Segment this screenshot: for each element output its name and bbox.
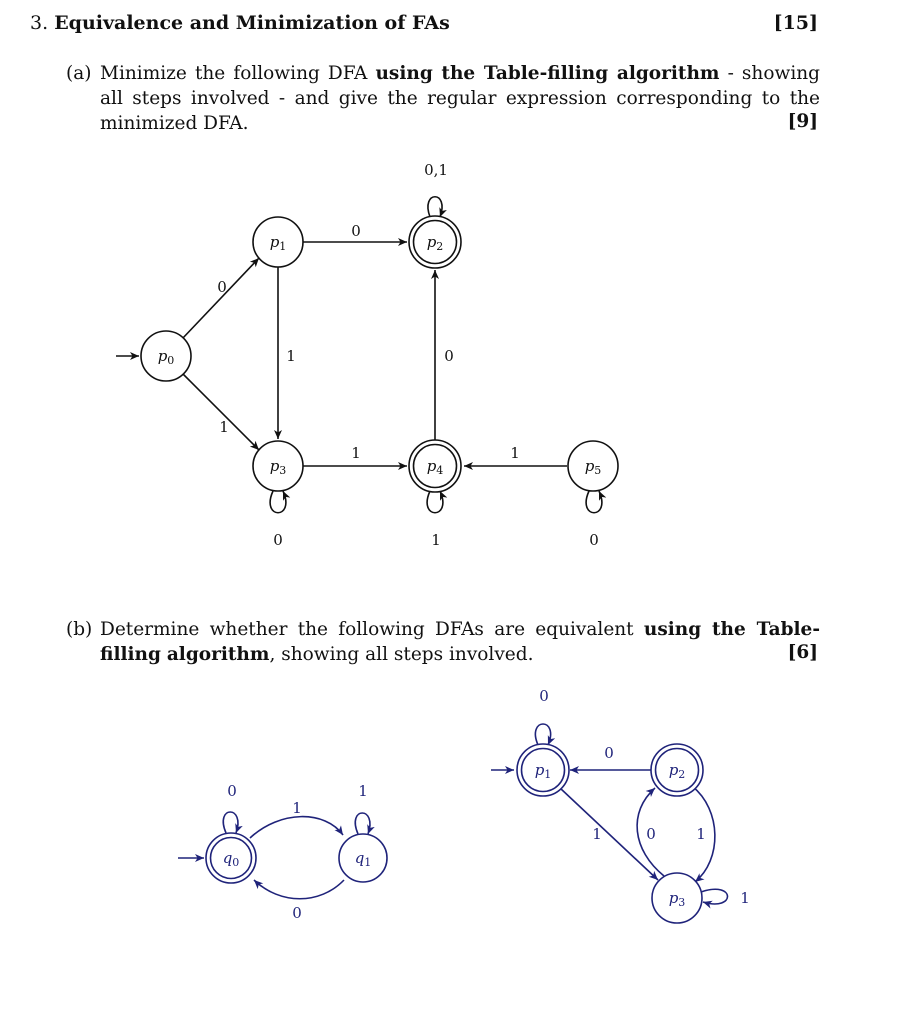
part-a-text-1: Minimize the following DFA: [100, 63, 376, 84]
part-b-text-bold-1: using the Table-filling: [100, 619, 820, 665]
state-b-p3-label: $p_3$: [668, 889, 686, 909]
loop-q0: [223, 812, 238, 833]
state-p4-label: $p_4$: [426, 457, 444, 477]
part-b-text-1: Determine whether the following DFAs are equivalent: [100, 619, 644, 640]
edge-q0-q1-label: 1: [292, 799, 302, 817]
state-q1-label: $q_1$: [354, 849, 372, 869]
edge-p5-p4-label: 1: [510, 444, 520, 462]
loop-p3: [270, 491, 286, 513]
part-b-label: (b): [66, 619, 93, 640]
loop-q1: [355, 813, 370, 834]
question-number: 3.: [30, 12, 49, 34]
loop-q0-label: 0: [227, 782, 237, 800]
edge-p0-p3: [182, 373, 259, 450]
edge-p1-p2-label: 0: [351, 222, 361, 240]
state-p2-label: $p_2$: [426, 233, 444, 253]
loop-p5: [586, 491, 602, 513]
edge-p3-p4-label: 1: [351, 444, 361, 462]
loop-p4: [427, 491, 443, 513]
loop-p3: [701, 889, 728, 904]
edge-q0-q1: [250, 817, 343, 838]
part-b-text-bold-2: algorithm: [166, 644, 270, 665]
part-a-label: (a): [66, 63, 92, 84]
edge-p4-p2-label: 0: [444, 347, 454, 365]
loop-b-p3-label: 1: [740, 889, 750, 907]
loop-p2-label: 0,1: [424, 161, 448, 179]
state-p3-label: $p_3$: [269, 457, 287, 477]
edge-q1-q0-label: 0: [292, 904, 302, 922]
state-p5-label: $p_5$: [584, 457, 602, 477]
dfa-q-diagram: [178, 782, 387, 922]
edge-p3-p2-label: 0: [646, 825, 656, 843]
part-b-text-2: , showing all steps involved.: [269, 644, 534, 665]
edge-p0-p1: [182, 258, 259, 339]
edge-p1-p3-label: 1: [286, 347, 296, 365]
part-a-text-bold: using the Table-filling algorithm: [375, 63, 720, 84]
state-q0-label: $q_0$: [222, 849, 240, 869]
loop-q1-label: 1: [358, 782, 368, 800]
loop-p1-label: 0: [539, 687, 549, 705]
edge-p0-p3-label: 1: [219, 418, 229, 436]
edge-p2-p3-label: 1: [696, 825, 706, 843]
loop-p2: [428, 197, 442, 217]
loop-p3-label: 0: [273, 531, 283, 549]
edge-q1-q0: [254, 880, 344, 899]
part-a-marks: [9]: [787, 111, 818, 132]
loop-p4-label: 1: [431, 531, 441, 549]
question-title: Equivalence and Minimization of FAs: [54, 12, 450, 34]
question-marks: [15]: [773, 12, 818, 34]
edge-p2-p1-label: 0: [604, 744, 614, 762]
state-p1-label: $p_1$: [269, 233, 287, 253]
edge-p1-p3-label: 1: [592, 825, 602, 843]
state-p0-label: $p_0$: [157, 347, 175, 367]
part-a-text-2: - showing all steps involved - and give the regular expression corresponding to the minimized DFA.: [100, 63, 820, 134]
loop-p1: [535, 724, 550, 745]
loop-p5-label: 0: [589, 531, 599, 549]
edge-p0-p1-label: 0: [217, 278, 227, 296]
dfa-p-diagram: [491, 687, 750, 923]
part-b-marks: [6]: [787, 642, 818, 663]
state-b-p2-label: $p_2$: [668, 761, 686, 781]
state-b-p1-label: $p_1$: [534, 761, 552, 781]
